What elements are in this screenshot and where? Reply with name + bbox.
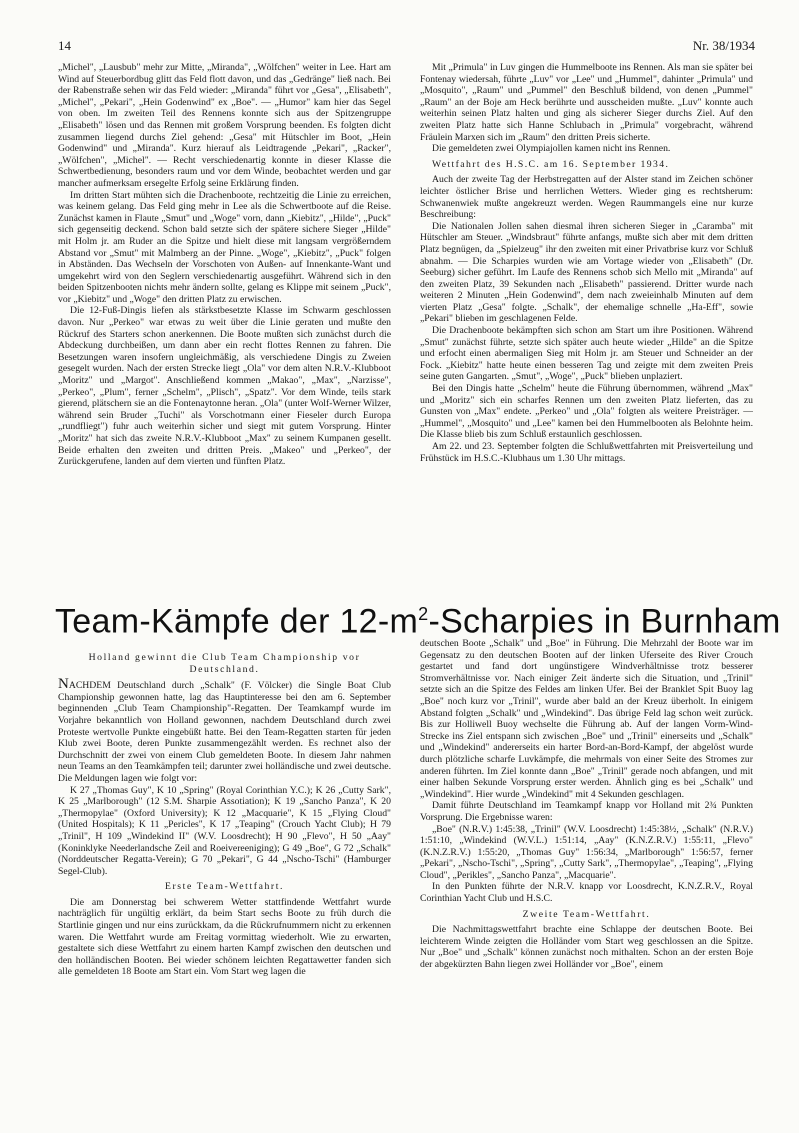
- headline-text-end: -Scharpies in Burnham: [428, 602, 781, 641]
- entries-list: K 27 „Thomas Guy", K 10 „Spring" (Royal Corinthian Y.C.); K 26 „Cutty Sark", K 25 „Marlborough" (12 S.M. Sharpie Assotiation); K 19 „Sancho Panza", K 20 „Thermopylae" (Oxford University); K 12 „Macquarie", K 15 „Flying Cloud" (United Hospitals); K 11 „Pericles", K 17 „Teaping" (Crouch Yacht Club); H 79 „Trinil", H 109 „Windekind II" (W.V. Loosdrecht); H 90 „Flevo", H 50 „Aay" (Koninklyke Neederlandsche Zeil and Roeivereeniging); G 49 „Boe", G 72 „Schalk" (Norddeutscher Regatta-Verein); G 70 „Pekari", G 44 „Nscho-Tschi" (Hamburger Segel-Club).: [58, 784, 391, 877]
- lead-paragraph: [58, 676, 391, 784]
- bottom-left-column: [58, 648, 391, 978]
- paragraph: „Michel", „Lausbub" mehr zur Mitte, „Miranda", „Wölfchen" weiter in Lee. Hart am Wind auf Steuerbordbug glitt das Feld flott davon, und das „Gedränge" ließ nach. Bei der Rabenstraße sehen wir das Feld wieder: „Miranda" führt vor „Gesa", „Elisabeth", „Michel", „Pekari", „Hein Godenwind" ex „Boe". — „Humor" kam hier das Segel von oben. Im zweiten Teil des Rennens konnte sich aus der Spitzengruppe „Elisabeth" lösen und das Rennen mit großem Vorsprung beenden. Es folgten dicht zusammen liegend durchs Ziel gehend: „Gesa" mit Hütschler im Boot, „Hein Godenwind" und „Miranda". Kurz hierauf als Leidtragende „Pekari", „Racker", „Wölfchen", „Michel". — Recht verschiedenartig konnte in dieser Klasse die Schwertbedienung, besonders raum und vor dem Winde, beobachtet werden und gar mancher aufmerksam ersegelte Erfolg seine Erklärung finden.: [58, 62, 391, 189]
- headline-superscript: 2: [418, 604, 429, 624]
- article-subtitle: Holland gewinnt die Club Team Championship vor Deutschland.: [88, 652, 361, 675]
- paragraph: Die Drachenboote bekämpften sich schon am Start um ihre Positionen. Während „Smut" zunächst führte, setzte sich später auch heute wieder „Hilde" an die Spitze und erfocht einen abermaligen Sieg mit Holm jr. am Steuer und Schneider an der Fock. „Kiebitz" hatte heute einen besseren Tag und zeigte mit dem zweiten Preis seine guten Gangarten. „Smut", „Woge", „Puck" blieben unplaziert.: [420, 325, 753, 383]
- paragraph: deutschen Boote „Schalk" und „Boe" in Führung. Die Mehrzahl der Boote war im Gegensatz zu den deutschen Booten auf der linken Uferseite des River Crouch gestartet und fand dort ungünstigere Windverhältnisse trotz besserer Stromverhältnisse vor. Nach einiger Zeit änderte sich die Situation, und „Trinil" setzte sich an die Spitze des Feldes am linken Ufer. Bei der Branklet Spit Buoy lag „Boe" noch kurz vor „Trinil", wurde aber bald an der Kreuz überholt. In einigem Abstand folgten „Schalk" und „Windekind". Das übrige Feld lag schon weit zurück. Bis zur Holliwell Buoy wechselte die Führung ab. Auf der langen Vorm-Wind-Strecke ins Ziel entspann sich zwischen „Boe" und „Trinil" einerseits und „Schalk" und „Windekind" andererseits ein harter Bord-an-Bord-Kampf, der abgelöst wurde durch plötzliche scharfe Luvkämpfe, die mehrmals von einer Seite des Stromes zur anderen führten. Im Ziel konnte dann „Boe" „Trinil" gerade noch abfangen, und mit einer halben Sekunde Vorsprung erster werden. Ähnlich ging es bei „Schalk" und „Windekind". Hier wurde „Windekind" mit 4 Sekunden geschlagen.: [420, 638, 753, 800]
- article-headline: [55, 594, 781, 641]
- paragraph: In den Punkten führte der N.R.V. knapp vor Loosdrecht, K.N.Z.R.V., Royal Corinthian Yacht Club und H.S.C.: [420, 881, 753, 905]
- top-left-column: [58, 62, 391, 468]
- lead-text: ACHDEM Deutschland durch „Schalk" (F. Völcker) die Single Boat Club Championship gewonnen hatte, lag das Hauptinteresse bei den am 6. September beginnenden „Club Team Championship"-Regatten. Der Teamkampf wurde im Vorjahre bekanntlich von Holland gewonnen, nachdem Deutschland durch zwei Proteste wertvolle Punkte eingebüßt hatte. Bei den Team-Regatten starten für jeden Klub zwei Boote, deren Punkte zusammengezählt werden. Es rechnet also der Durchschnitt der zwei von einem Club gemeldeten Boote. In diesem Jahr nahmen neun Teams an den Teamkämpfen teil; darunter zwei holländische und zwei deutsche. Die Meldungen lagen wie folgt vor:: [58, 680, 391, 784]
- section-title: Erste Team-Wettfahrt.: [164, 881, 285, 893]
- page-number: 14: [58, 38, 71, 53]
- section-title: Zweite Team-Wettfahrt.: [522, 908, 651, 920]
- bottom-right-column: [420, 638, 753, 971]
- section-title: Wettfahrt des H.S.C. am 16. September 1934.: [432, 158, 670, 170]
- paragraph: Im dritten Start mühten sich die Drachenboote, rechtzeitig die Linie zu erreichen, was keinem gelang. Das Feld ging mehr in Lee als die Schwertboote auf die Reise. Zunächst kamen in Flaute „Smut" und „Woge" vorn, dann „Kiebitz", „Hilde", „Puck" sich gegenseitig deckend. Schon bald setzte sich der spätere sichere Sieger „Hilde" mit Holm jr. am Ruder an die Spitze und hielt diese mit langsam vergrößerndem Abstand vor „Smut" mit Malmberg an der Pinne. „Woge", „Kiebitz", „Puck" folgen in Abständen. Das Wechseln der Vorschoten von Außen- auf Innenkante-Want und umgekehrt wird von den Seglern verschiedenartig ausgeführt. Während sich in den beiden Spitzenbooten nichts mehr ändern sollte, gelang es Klippe mit seinem „Puck", vor „Kiebitz" und „Woge" den dritten Platz zu erwischen.: [58, 189, 391, 305]
- paragraph: Bei den Dingis hatte „Schelm" heute die Führung übernommen, während „Max" und „Moritz" sich ein scharfes Rennen um den zweiten Platz lieferten, das zu Gunsten von „Max" endete. „Perkeo" und „Ola" folgten als weitere Preisträger. — „Hummel", „Mosquito" und „Lee" kamen bei den Hummelbooten als Belohnte heim. Die Klasse blieb bis zum Schluß erstaunlich geschlossen.: [420, 383, 753, 441]
- issue-number: Nr. 38/1934: [692, 38, 755, 53]
- paragraph: Die Nachmittagswettfahrt brachte eine Schlappe der deutschen Boote. Bei leichterem Winde zeigten die Holländer vom Start weg geschlossen an die Spitze. Nur „Boe" und „Schalk" können zunächst noch mithalten. Schon an der ersten Boje der abgekürzten Bahn liegen zwei Holländer vor „Boe", einem: [420, 924, 753, 971]
- top-right-column: [420, 62, 753, 464]
- headline-text: Team-Kämpfe der 12-m: [55, 602, 419, 641]
- paragraph: Auch der zweite Tag der Herbstregatten auf der Alster stand im Zeichen schöner leichter östlicher Brise und herrlichen Wetters. Wieder ging es rechtsherum: Schwanenwiek mußte angekreuzt werden. Wegen Raummangels eine nur kurze Beschreibung:: [420, 174, 753, 221]
- paragraph: Mit „Primula" in Luv gingen die Hummelboote ins Rennen. Als man sie später bei Fontenay wiedersah, führte „Luv" vor „Lee" und „Hummel", dahinter „Primula" und „Mosquito", „Raum" und „Pummel" den Beschluß bildend, von denen „Pummel" „Raum" an der Boje am Heck berührte und ausscheiden mußte. „Luv" konnte auch weiterhin seinen Platz halten und ging als sicherer Sieger durchs Ziel. Auf den zweiten Platz hatte sich Hanne Schlubach in „Primula" vorgebracht, während Fräulein Marxen sich im „Raum" den dritten Preis sicherte.: [420, 62, 753, 143]
- paragraph: Die gemeldeten zwei Olympiajollen kamen nicht ins Rennen.: [432, 143, 671, 155]
- paragraph: Die Nationalen Jollen sahen diesmal ihren sicheren Sieger in „Caramba" mit Hütschler am Steuer. „Windsbraut" führte anfangs, mußte sich aber mit dem dritten Platz begnügen, da „Spielzeug" ihr den zweiten mit einer Privatbrise kurz vor Schluß abnahm. — Die Scharpies wurden wie am Vortage wieder von „Elisabeth" (Dr. Seeburg) sicher geführt. Im Laufe des Rennens schob sich Mello mit „Miranda" auf den zweiten Platz, 39 Sekunden nach „Elisabeth" passierend. Dritter wurde nach weiteren 2 Minuten „Hein Godenwind", dem nach zweieinhalb Minuten auf dem vierten Platz „Gesa" folgte. „Schalk", der ehemalige schnelle „Ha-Eff", sowie „Pekari" blieben im geschlagenen Felde.: [420, 220, 753, 325]
- paragraph: Am 22. und 23. September folgten die Schlußwettfahrten mit Preisverteilung und Frühstück im H.S.C.-Klubhaus um 1.30 Uhr mittags.: [420, 441, 753, 464]
- results-list: „Boe" (N.R.V.) 1:45:38, „Trinil" (W.V. Loosdrecht) 1:45:38½, „Schalk" (N.R.V.) 1:51:10, „Windekind (W.V.L.) 1:51:14, „Aay" (K.N.Z.R.V.) 1:55:11, „Flevo" (K.N.Z.R.V.) 1:55:20, „Thomas Guy" 1:56:34, „Marlborough" 1:56:57, ferner „Pekari", „Nscho-Tschi", „Spring", „Cutty Sark", „Thermopylae", „Teaping", „Flying Cloud", „Perikles", „Sancho Panza", „Macquarie".: [420, 823, 753, 881]
- paragraph: Damit führte Deutschland im Teamkampf knapp vor Holland mit 2¾ Punkten Vorsprung. Die Ergebnisse waren:: [420, 800, 753, 823]
- drop-cap: N: [58, 676, 69, 693]
- paragraph: Die 12-Fuß-Dingis liefen als stärkstbesetzte Klasse im Schwarm geschlossen davon. Nur „Perkeo" war etwas zu weit über die Linie geraten und mußte den Rückruf des Starters schon anerkennen. Die Boote mußten sich zunächst durch die Abdeckung durchbeißen, um dann aber ein recht flottes Rennen zu fahren. Die Besetzungen waren insofern ungleichmäßig, als verschiedene Dingis zu Zweien gesegelt wurden. Nach der ersten Strecke liegt „Ola" vor dem alten N.R.V.-Klubboot „Moritz" und „Margot". Anschließend kommen „Makao", „Max", „Narzisse", „Perkeo", „Plum", ferner „Schelm", „Plisch", „Spatz". Vor dem Winde, teils stark gierend, plätschern sie an die Fontenaytonne heran. „Ola" (unter Wolf-Werner Wilzer, während sein Bruder „Tuchi" als Vorschotmann einer Fieseler durch Europa „rundfliegt") fuhr auch weiterhin sicher und siegt mit gutem Vorsprung. Hinter „Moritz" hat sich das zweite N.R.V.-Klubboot „Max" zu seinem Kumpanen gesellt. Beide erhalten den zweiten und dritten Preis. „Makeo" und „Perkeo", der Zurückgerufene, landen auf dem vierten und fünften Platz.: [58, 305, 391, 468]
- paragraph: Die am Donnerstag bei schwerem Wetter stattfindende Wettfahrt wurde nachträglich für ungültig erklärt, da beim Start sechs Boote zu früh durch die Startlinie gingen und nur eins zurückkam, da die Rückrufnummern nicht zu erkennen waren. Die Wettfahrt wurde am Freitag vormittag wiederholt. Wie zu erwarten, gestaltete sich diese Wettfahrt zu einem harten Kampf zwischen den deutschen und den holländischen Booten. Bei wieder schönem leichten Regattawetter fanden sich alle gemeldeten 18 Boote am Start ein. Vom Start weg lagen die: [58, 896, 391, 978]
